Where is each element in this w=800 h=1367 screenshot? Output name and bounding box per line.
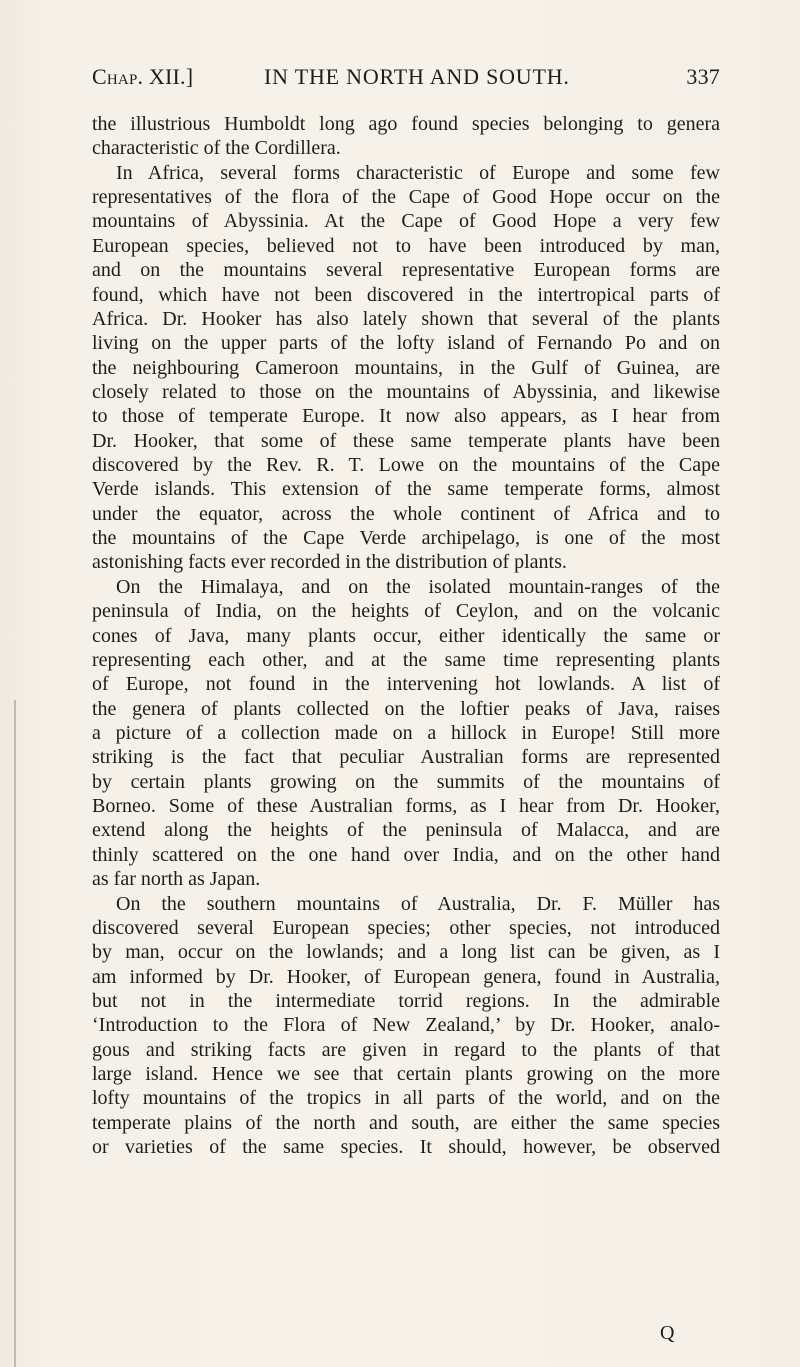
text-line: large island. Hence we see that certain plants growing on the more — [92, 1063, 720, 1086]
text-line: but not in the intermediate torrid regions. In the admirable — [92, 989, 720, 1012]
text-line: In Africa, several forms characteristic of Europe and some few — [116, 161, 720, 184]
text-line: mountains of Abyssinia. At the Cape of Good Hope a very few — [92, 210, 720, 233]
text-line: discovered by the Rev. R. T. Lowe on the mountains of the Cape — [92, 454, 720, 477]
text-line: Borneo. Some of these Australian forms, as I hear from Dr. Hooker, — [92, 795, 720, 818]
body-text — [92, 112, 720, 1159]
text-line: ‘Introduction to the Flora of New Zealand,’ by Dr. Hooker, analo- — [92, 1014, 720, 1037]
text-line: or varieties of the same species. It should, however, be observed — [92, 1136, 720, 1159]
text-line: of Europe, not found in the intervening hot lowlands. A list of — [92, 673, 720, 696]
text-line: under the equator, across the whole continent of Africa and to — [92, 502, 720, 525]
text-line: the neighbouring Cameroon mountains, in the Gulf of Guinea, are — [92, 356, 720, 379]
text-line: the genera of plants collected on the loftier peaks of Java, raises — [92, 697, 720, 720]
text-line: representing each other, and at the same time representing plants — [92, 648, 720, 671]
text-line: peninsula of India, on the heights of Ceylon, and on the volcanic — [92, 600, 720, 623]
text-line: closely related to those on the mountains of Abyssinia, and likewise — [92, 380, 720, 403]
text-line: extend along the heights of the peninsula of Malacca, and are — [92, 819, 720, 842]
text-line: gous and striking facts are given in regard to the plants of that — [92, 1038, 720, 1061]
text-line: by man, occur on the lowlands; and a long list can be given, as I — [92, 941, 720, 964]
page-number: 337 — [686, 64, 720, 89]
text-line: Verde islands. This extension of the same temperate forms, almost — [92, 478, 720, 501]
text-line: discovered several European species; other species, not introduced — [92, 916, 720, 939]
text-line: the mountains of the Cape Verde archipelago, is one of the most — [92, 527, 720, 550]
chapter-label: Chap. XII.] — [92, 64, 194, 89]
text-line: representatives of the flora of the Cape of Good Hope occur on the — [92, 186, 720, 209]
text-line: and on the mountains several representative European forms are — [92, 259, 720, 282]
running-title: IN THE NORTH AND SOUTH. — [264, 64, 570, 89]
text-line: found, which have not been discovered in the intertropical parts of — [92, 283, 720, 306]
text-line: characteristic of the Cordillera. — [92, 137, 341, 160]
text-line: by certain plants growing on the summits of the mountains of — [92, 770, 720, 793]
running-header — [92, 64, 720, 98]
text-line: the illustrious Humboldt long ago found species belonging to genera — [92, 113, 720, 135]
text-line: European species, believed not to have been introduced by man, — [92, 234, 720, 257]
text-line: thinly scattered on the one hand over India, and on the other hand — [92, 843, 720, 866]
text-line: a picture of a collection made on a hillock in Europe! Still more — [92, 721, 720, 744]
text-line: temperate plains of the north and south, are either the same species — [92, 1111, 720, 1134]
text-line: Africa. Dr. Hooker has also lately shown that several of the plants — [92, 307, 720, 330]
text-line: living on the upper parts of the lofty island of Fernando Po and on — [92, 332, 720, 355]
text-line: to those of temperate Europe. It now also appears, as I hear from — [92, 405, 720, 428]
text-line: am informed by Dr. Hooker, of European genera, found in Australia, — [92, 965, 720, 988]
text-line: cones of Java, many plants occur, either identically the same or — [92, 624, 720, 647]
text-line: lofty mountains of the tropics in all parts of the world, and on the — [92, 1087, 720, 1110]
signature-mark: Q — [660, 1322, 675, 1344]
text-line: Dr. Hooker, that some of these same temperate plants have been — [92, 429, 720, 452]
text-line: astonishing facts ever recorded in the distribution of plants. — [92, 551, 567, 574]
text-line: as far north as Japan. — [92, 868, 261, 891]
text-line: On the Himalaya, and on the isolated mountain-ranges of the — [116, 575, 720, 598]
page-edge-shadow — [14, 700, 16, 1367]
text-line: striking is the fact that peculiar Australian forms are represented — [92, 746, 720, 769]
text-line: On the southern mountains of Australia, Dr. F. Müller has — [116, 892, 720, 915]
